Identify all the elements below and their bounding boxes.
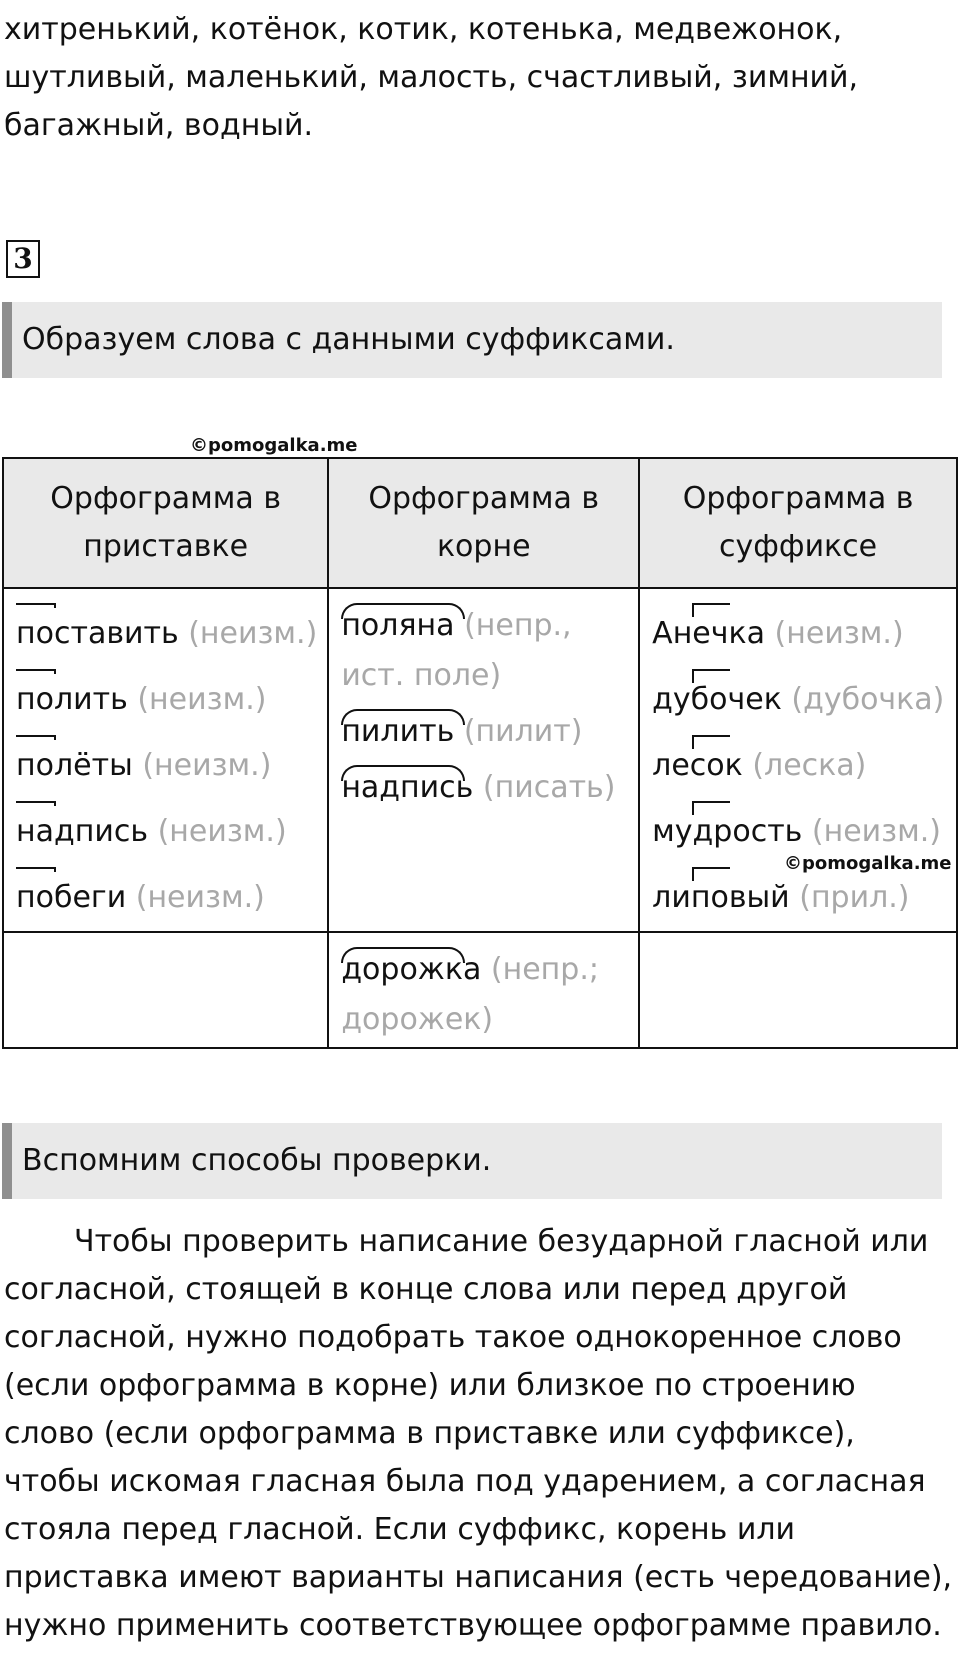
check-hint: (леска): [752, 748, 867, 783]
word-list-line: хитренький, котёнок, котик, котенька, медвежонок,: [4, 12, 843, 47]
word: мудрость: [652, 799, 802, 865]
root-cell: [328, 588, 639, 932]
word: полёты: [16, 733, 133, 799]
word: полить: [16, 667, 128, 733]
table-row: [3, 932, 957, 1048]
word: поляна: [341, 601, 454, 651]
check-hint: (пилит): [463, 714, 583, 749]
list-item: [341, 763, 628, 813]
list-item: [652, 865, 946, 931]
watermark: ©pomogalka.me: [190, 435, 358, 456]
check-hint: (неизм.): [774, 616, 904, 651]
word: побеги: [16, 865, 126, 931]
check-hint: (неизм.): [142, 748, 272, 783]
word: Анечка: [652, 601, 765, 667]
watermark: ©pomogalka.me: [784, 853, 952, 874]
check-hint: (неизм.): [811, 814, 942, 849]
list-item: [16, 865, 317, 931]
check-hint: (прил.): [799, 880, 910, 915]
check-hint: (неизм.): [157, 814, 287, 849]
rule-paragraph: Чтобы проверить написание безударной гласной или согласной, стоящей в конце слова или перед другой согласной, нужно подобрать такое однокоренное слово (если орфограмма в корне) или близкое по строению слово (если орфограмма в приставке или суффиксе), чтобы искомая гласная была под ударением, а согласная стояла перед гласной. Если суффикс, корень или приставка имеют варианты написания (есть чередование), нужно применить соответствующее орфограмме правило.: [4, 1224, 953, 1643]
spelling-table: [2, 457, 958, 1049]
table-row: [3, 588, 957, 932]
word: надпись: [16, 799, 148, 865]
header-root: Орфограмма в корне: [328, 458, 639, 588]
word-list-line: багажный, водный.: [4, 108, 314, 143]
word: дубочек: [652, 667, 782, 733]
list-item: [16, 601, 317, 667]
check-hint: (писать): [482, 770, 616, 805]
check-hint: (дубочка): [791, 682, 945, 717]
table-header-row: [3, 458, 957, 588]
word-list-line: шутливый, маленький, малость, счастливый, зимний,: [4, 60, 859, 95]
task-number: 3: [6, 240, 40, 278]
word: пилить: [341, 707, 454, 757]
instruction-note: Образуем слова с данными суффиксами.: [2, 302, 942, 378]
list-item: [341, 945, 628, 1045]
header-prefix: Орфограмма в приставке: [3, 458, 328, 588]
word: дорожка: [341, 945, 481, 995]
list-item: [652, 601, 946, 667]
suffix-cell: [639, 588, 957, 932]
check-hint: (неизм.): [137, 682, 267, 717]
header-suffix: Орфограмма в суффиксе: [639, 458, 957, 588]
empty-cell: [3, 932, 328, 1048]
check-hint: (неизм.): [188, 616, 318, 651]
reminder-note: Вспомним способы проверки.: [2, 1123, 942, 1199]
word-list: [4, 6, 858, 150]
list-item: [341, 601, 628, 701]
word: липовый: [652, 865, 790, 931]
list-item: [652, 733, 946, 799]
list-item: [16, 733, 317, 799]
check-hint: (неизм.): [135, 880, 265, 915]
list-item: [16, 667, 317, 733]
root-cell: [328, 932, 639, 1048]
list-item: [652, 667, 946, 733]
check-hint: (непр., ист. поле): [341, 608, 572, 693]
list-item: [16, 799, 317, 865]
word: надпись: [341, 763, 473, 813]
list-item: [341, 707, 628, 757]
word: лесок: [652, 733, 743, 799]
empty-cell: [639, 932, 957, 1048]
prefix-cell: [3, 588, 328, 932]
word: поставить: [16, 601, 179, 667]
check-hint: (непр.; дорожек): [341, 952, 599, 1037]
